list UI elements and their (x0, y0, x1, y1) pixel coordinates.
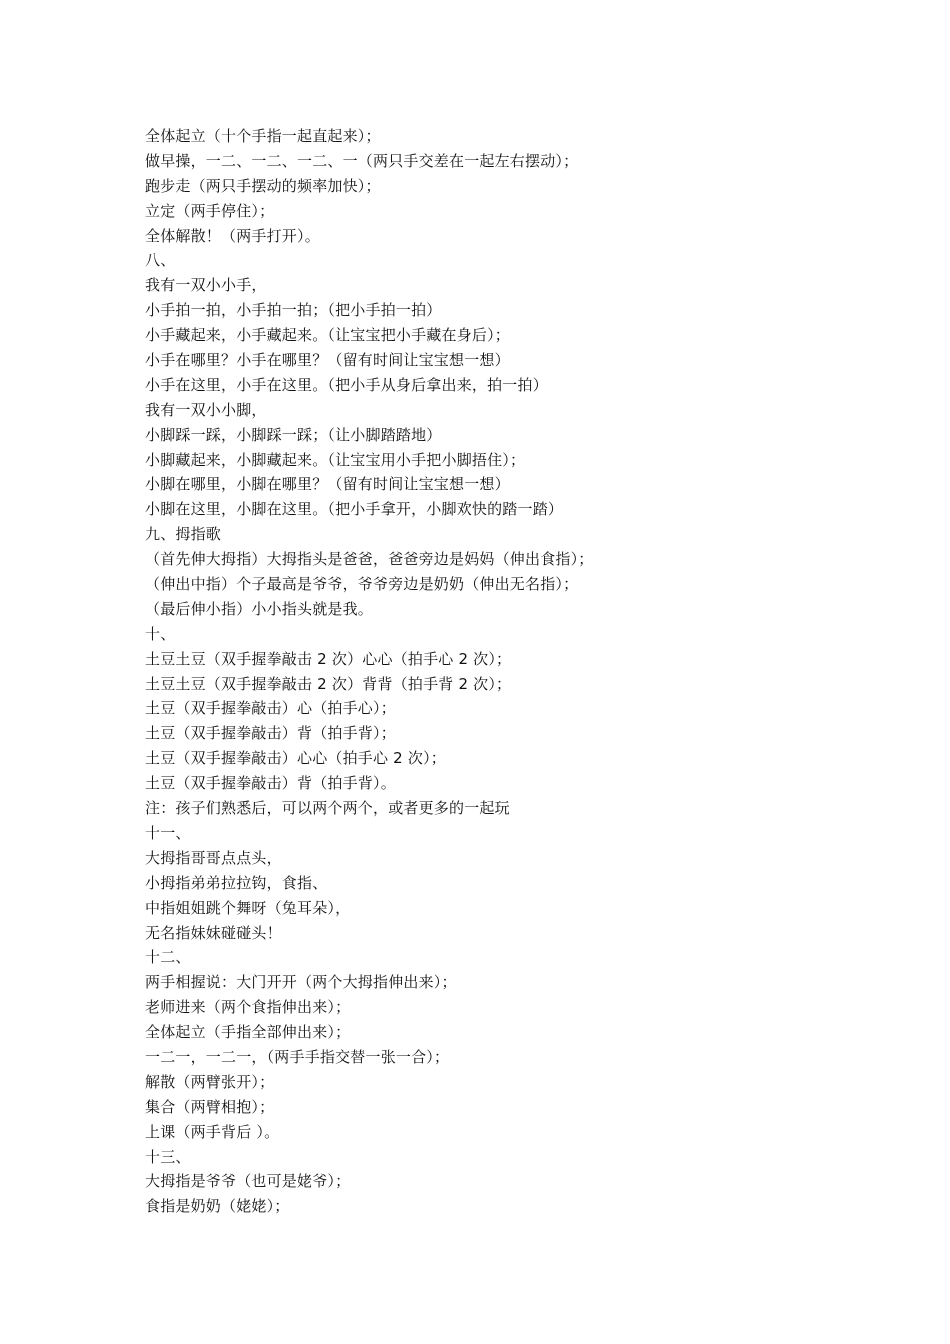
text-line: （首先伸大拇指）大拇指头是爸爸，爸爸旁边是妈妈（伸出食指）； (145, 550, 594, 569)
text-line: 无名指妹妹碰碰头！ (145, 923, 282, 942)
text-line: （伸出中指）个子最高是爷爷，爷爷旁边是奶奶（伸出无名指）； (145, 575, 579, 594)
section-heading: 十二、 (145, 948, 191, 967)
text-line: 做早操，一二、一二、一二、一（两只手交差在一起左右摆动）； (145, 151, 579, 170)
text-line: 土豆（双手握拳敲击）心心（拍手心 2 次）； (145, 749, 446, 768)
text-line: 解散（两臂张开）； (145, 1072, 275, 1091)
text-line: 跑步走（两只手摆动的频率加快）； (145, 176, 381, 195)
text-line: 我有一双小小手， (145, 276, 267, 295)
document-page (145, 124, 905, 1219)
text-line: 全体起立（十个手指一起直起来）； (145, 127, 381, 145)
text-line: 土豆（双手握拳敲击）心（拍手心）； (145, 699, 396, 718)
text-line: 我有一双小小脚， (145, 400, 267, 419)
text-line: 全体起立（手指全部伸出来）； (145, 1023, 351, 1042)
text-line: 全体解散！（两手打开）。 (145, 226, 320, 245)
text-line: 小手在这里，小手在这里。（把小手从身后拿出来，拍一拍） (145, 375, 548, 394)
section-heading: 九、拇指歌 (145, 525, 222, 544)
text-line: 老师进来（两个食指伸出来）； (145, 998, 351, 1017)
text-line: 上课（两手背后 ）。 (145, 1122, 280, 1141)
text-line: 土豆土豆（双手握拳敲击 2 次）背背（拍手背 2 次）； (145, 674, 512, 693)
section-heading: 十、 (145, 624, 176, 643)
text-line: 大拇指是爷爷（也可是姥爷）； (145, 1172, 351, 1191)
text-line: 小脚在这里，小脚在这里。（把小手拿开，小脚欢快的踏一踏） (145, 500, 564, 519)
note-line: 注：孩子们熟悉后，可以两个两个，或者更多的一起玩 (145, 799, 510, 818)
text-line: 两手相握说：大门开开（两个大拇指伸出来）； (145, 973, 457, 992)
section-heading: 十三、 (145, 1147, 191, 1166)
text-line: 小拇指弟弟拉拉钩，食指、 (145, 873, 328, 892)
section-heading: 八、 (145, 251, 176, 270)
text-line: 食指是奶奶（姥姥）； (145, 1197, 290, 1216)
text-line: 集合（两臂相抱）； (145, 1097, 275, 1116)
text-line: 立定（两手停住）； (145, 201, 275, 220)
text-line: 小手在哪里？小手在哪里？（留有时间让宝宝想一想） (145, 351, 510, 370)
text-line: 小脚藏起来，小脚藏起来。（让宝宝用小手把小脚捂住）； (145, 450, 526, 469)
text-line: （最后伸小指）小小指头就是我。 (145, 599, 374, 618)
section-heading: 十一、 (145, 823, 191, 842)
text-line: 大拇指哥哥点点头， (145, 848, 282, 867)
text-line: 土豆（双手握拳敲击）背（拍手背）。 (145, 774, 396, 793)
text-line: 小手藏起来，小手藏起来。（让宝宝把小手藏在身后）； (145, 326, 511, 345)
text-line: 小脚在哪里，小脚在哪里？（留有时间让宝宝想一想） (145, 475, 510, 494)
text-line: 小脚踩一踩，小脚踩一踩；（让小脚踏踏地） (145, 425, 442, 444)
text-line: 一二一，一二一，（两手手指交替一张一合）； (145, 1047, 450, 1066)
text-line: 小手拍一拍，小手拍一拍；（把小手拍一拍） (145, 301, 442, 320)
text-line: 土豆土豆（双手握拳敲击 2 次）心心（拍手心 2 次）； (145, 649, 512, 668)
text-line: 中指姐姐跳个舞呀（兔耳朵）， (145, 898, 351, 917)
text-line: 土豆（双手握拳敲击）背（拍手背）； (145, 724, 396, 743)
